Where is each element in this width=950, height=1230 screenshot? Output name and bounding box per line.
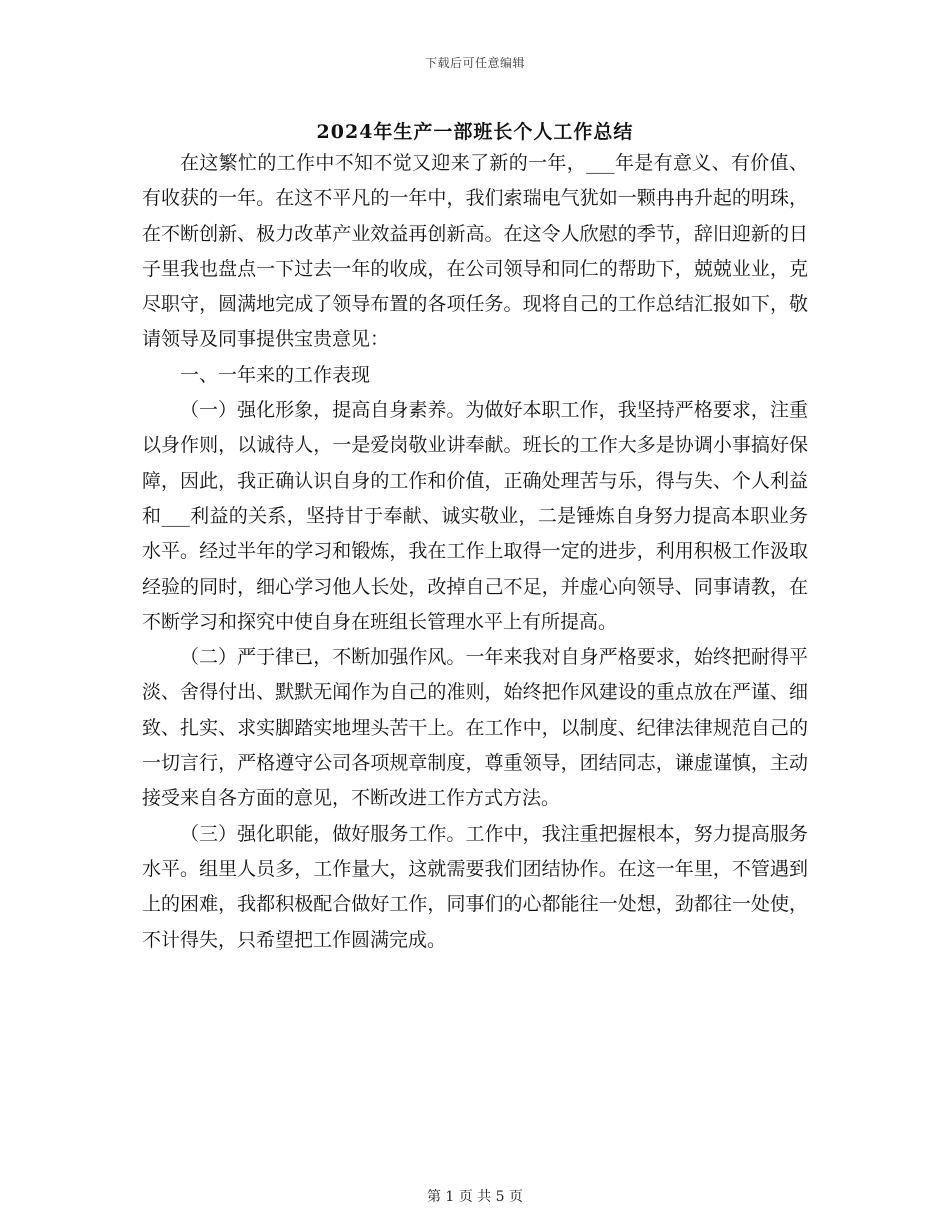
section-heading: 一、一年来的工作表现 <box>180 363 371 386</box>
document-body <box>142 146 808 958</box>
document-title: 2024年生产一部班长个人工作总结 <box>316 121 634 143</box>
paragraph-part-3: （三）强化职能，做好服务工作。工作中，我注重把握根本，努力提高服务水平。组里人员多，工作量大，这就需要我们团结协作。在这一年里，不管遇到上的困难，我都积极配合做好工作，同事们的心都能往一处想，劲都往一处使，不计得失，只希望把工作圆满完成。 <box>142 822 808 951</box>
page-number: 第 1 页 共 5 页 <box>426 1189 524 1205</box>
header-note: 下载后可任意编辑 <box>424 56 525 70</box>
paragraph-part-1: （一）强化形象，提高自身素养。为做好本职工作，我坚持严格要求，注重以身作则，以诚待人，一是爱岗敬业讲奉献。班长的工作大多是协调小事搞好保障，因此，我正确认识自身的工作和价值，正确处理苦与乐，得与失、个人利益和___利益的关系，坚持甘于奉献、诚实敬业，二是锤炼自身努力提高本职业务水平。经过半年的学习和锻炼，我在工作上取得一定的进步，利用积极工作汲取经验的同时，细心学习他人长处，改掉自己不足，并虚心向领导、同事请教，在不断学习和探究中使自身在班组长管理水平上有所提高。 <box>142 399 808 633</box>
paragraph-part-2: （二）严于律已，不断加强作风。一年来我对自身严格要求，始终把耐得平淡、舍得付出、默默无闻作为自己的准则，始终把作风建设的重点放在严谨、细致、扎实、求实脚踏实地埋头苦干上。在工作中，以制度、纪律法律规范自己的一切言行，严格遵守公司各项规章制度，尊重领导，团结同志，谦虚谨慎，主动接受来自各方面的意见，不断改进工作方式方法。 <box>142 646 808 810</box>
paragraph-intro: 在这繁忙的工作中不知不觉又迎来了新的一年，___年是有意义、有价值、有收获的一年。在这不平凡的一年中，我们索瑞电气犹如一颗冉冉升起的明珠，在不断创新、极力改革产业效益再创新高。在这令人欣慰的季节，辞旧迎新的日子里我也盘点一下过去一年的收成，在公司领导和同仁的帮助下，兢兢业业，克尽职守，圆满地完成了领导布置的各项任务。现将自己的工作总结汇报如下，敬请领导及同事提供宝贵意见： <box>142 152 808 351</box>
